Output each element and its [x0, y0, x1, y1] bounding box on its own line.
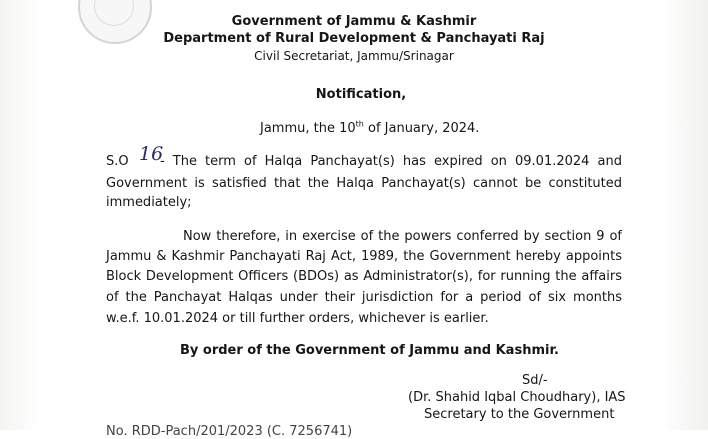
body-line-5: w.e.f. 10.01.2024 or till further orders, whichever is earlier.: [106, 311, 489, 326]
footer-reference-partial: No. RDD-Pach/201/2023 (C. 7256741): [106, 424, 353, 439]
dateline-rest: of January, 2024.: [363, 121, 480, 136]
body-line-3: Block Development Officers (BDOs) as Administrator(s), for running the affairs: [106, 269, 622, 284]
header-government: Government of Jammu & Kashmir: [231, 14, 477, 29]
handwritten-order-number: 16: [139, 143, 164, 165]
order-line-1: - The term of Halqa Panchayat(s) has expired on 09.01.2024 and: [160, 154, 622, 169]
dateline: [260, 121, 479, 136]
body-line-4: of the Panchayat Halqas under their jurisdiction for a period of six months: [106, 290, 622, 305]
dateline-sup: th: [355, 119, 364, 129]
dateline-place: Jammu, the 10: [260, 121, 356, 136]
order-line-3: immediately;: [106, 195, 192, 210]
by-order-line: By order of the Government of Jammu and Kashmir.: [180, 343, 559, 358]
signatory-designation: Secretary to the Government: [424, 407, 615, 422]
order-line-2: Government is satisfied that the Halqa Panchayat(s) cannot be constituted: [106, 176, 622, 191]
signature-sd: Sd/-: [522, 373, 548, 388]
header-address: Civil Secretariat, Jammu/Srinagar: [254, 49, 454, 63]
order-label: S.O: [106, 154, 129, 169]
header-department: Department of Rural Development & Panchayati Raj: [163, 31, 545, 46]
body-line-2: Jammu & Kashmir Panchayati Raj Act, 1989, the Government hereby appoints: [106, 249, 622, 264]
signatory-name: (Dr. Shahid Iqbal Choudhary), IAS: [408, 390, 626, 405]
notification-title: Notification,: [315, 87, 407, 102]
body-line-1: Now therefore, in exercise of the powers conferred by section 9 of: [183, 229, 622, 244]
